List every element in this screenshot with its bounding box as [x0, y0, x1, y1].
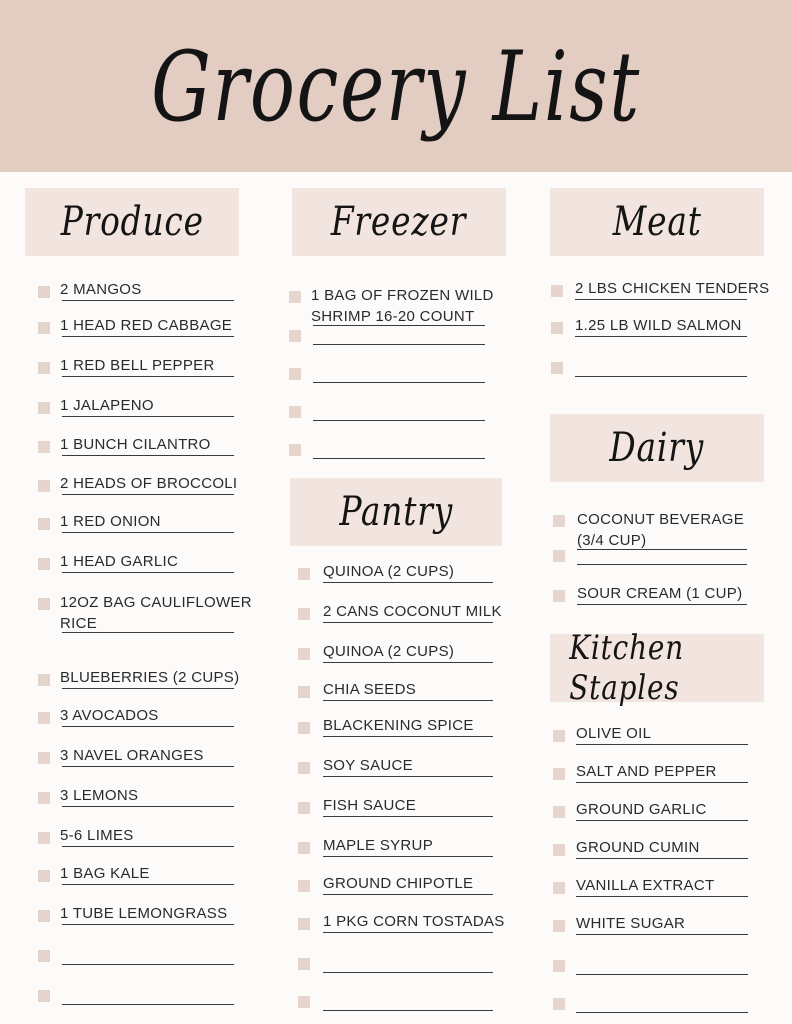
list-item: [298, 681, 503, 710]
item-label: 2 CANS COCONUT MILK: [323, 603, 502, 620]
list-item: [553, 960, 758, 984]
checkbox[interactable]: [553, 960, 565, 972]
write-in-line: [313, 344, 485, 345]
checkbox[interactable]: [38, 910, 50, 922]
checkbox[interactable]: [38, 752, 50, 764]
item-label: 2 HEADS OF BROCCOLI: [60, 475, 238, 492]
write-in-line: [323, 816, 493, 817]
checkbox[interactable]: [38, 674, 50, 686]
list-item: [38, 281, 244, 310]
write-in-line: [313, 420, 485, 421]
freezer-title: Freezer: [331, 199, 467, 245]
page-title: Grocery List: [151, 31, 641, 143]
item-label: GROUND CUMIN: [576, 839, 700, 856]
write-in-line: [62, 632, 234, 633]
list-item: [289, 368, 495, 392]
checkbox[interactable]: [289, 330, 301, 342]
item-label: GROUND CHIPOTLE: [323, 875, 474, 892]
item-label: 1 HEAD GARLIC: [60, 553, 179, 570]
list-item: [551, 317, 757, 346]
list-item: [38, 990, 244, 1014]
list-item: [298, 643, 503, 672]
item-label: 1 BAG KALE: [60, 865, 150, 882]
list-item: [38, 594, 252, 632]
checkbox[interactable]: [38, 598, 50, 610]
checkbox[interactable]: [38, 362, 50, 374]
item-label: 1 TUBE LEMONGRASS: [60, 905, 228, 922]
list-item: [298, 875, 503, 904]
item-label: 12OZ BAG CAULIFLOWER RICE: [60, 594, 252, 632]
write-in-line: [62, 924, 234, 925]
checkbox[interactable]: [553, 768, 565, 780]
item-label: 5-6 LIMES: [60, 827, 134, 844]
write-in-line: [62, 846, 234, 847]
checkbox[interactable]: [298, 996, 310, 1008]
write-in-line: [323, 622, 493, 623]
list-item: [298, 958, 503, 982]
write-in-line: [62, 766, 234, 767]
item-label: SOUR CREAM (1 CUP): [577, 585, 743, 602]
checkbox[interactable]: [38, 402, 50, 414]
write-in-line: [323, 662, 493, 663]
list-item: [289, 406, 495, 430]
checkbox[interactable]: [289, 444, 301, 456]
item-label: WHITE SUGAR: [576, 915, 686, 932]
checkbox[interactable]: [38, 990, 50, 1002]
write-in-line: [62, 300, 234, 301]
list-item: [553, 511, 757, 549]
write-in-line: [62, 964, 234, 965]
list-item: [298, 837, 503, 866]
write-in-line: [62, 806, 234, 807]
list-item: [38, 357, 244, 386]
write-in-line: [575, 376, 747, 377]
checkbox[interactable]: [298, 608, 310, 620]
item-label: 1.25 LB WILD SALMON: [575, 317, 742, 334]
list-item: [289, 444, 495, 468]
write-in-line: [62, 336, 234, 337]
list-item: [551, 280, 770, 309]
item-label: BLACKENING SPICE: [323, 717, 474, 734]
list-item: [298, 603, 503, 632]
item-label: CHIA SEEDS: [323, 681, 417, 698]
item-label: 1 PKG CORN TOSTADAS: [323, 913, 505, 930]
checkbox[interactable]: [551, 362, 563, 374]
checkbox[interactable]: [553, 550, 565, 562]
checkbox[interactable]: [298, 568, 310, 580]
checkbox[interactable]: [38, 480, 50, 492]
write-in-line: [62, 1004, 234, 1005]
item-label: 1 RED BELL PEPPER: [60, 357, 215, 374]
checkbox[interactable]: [298, 762, 310, 774]
list-item: [38, 747, 244, 776]
item-label: 2 MANGOS: [60, 281, 142, 298]
item-label: 3 LEMONS: [60, 787, 139, 804]
list-item: [553, 801, 758, 830]
checkbox[interactable]: [553, 590, 565, 602]
item-label: QUINOA (2 CUPS): [323, 563, 455, 580]
list-item: [298, 913, 505, 942]
list-item: [38, 436, 244, 465]
item-label: 1 BAG OF FROZEN WILD SHRIMP 16-20 COUNT: [311, 287, 494, 325]
write-in-line: [577, 564, 747, 565]
list-item: [553, 839, 758, 868]
produce-title: Produce: [60, 199, 204, 245]
item-label: 3 NAVEL ORANGES: [60, 747, 204, 764]
checkbox[interactable]: [38, 286, 50, 298]
checkbox[interactable]: [298, 722, 310, 734]
write-in-line: [323, 582, 493, 583]
list-item: [553, 763, 758, 792]
kitchen-staples-title: Kitchen Staples: [569, 628, 684, 708]
write-in-line: [576, 820, 748, 821]
meat-title: Meat: [612, 199, 702, 245]
write-in-line: [323, 972, 493, 973]
checkbox[interactable]: [553, 882, 565, 894]
write-in-line: [577, 604, 747, 605]
write-in-line: [323, 894, 493, 895]
checkbox[interactable]: [38, 322, 50, 334]
list-item: [38, 950, 244, 974]
list-item: [38, 513, 244, 542]
item-label: 1 HEAD RED CABBAGE: [60, 317, 233, 334]
list-item: [38, 669, 244, 698]
list-item: [298, 996, 503, 1020]
checkbox[interactable]: [298, 802, 310, 814]
item-label: 3 AVOCADOS: [60, 707, 159, 724]
write-in-line: [313, 382, 485, 383]
item-label: QUINOA (2 CUPS): [323, 643, 455, 660]
list-item: [553, 585, 757, 614]
write-in-line: [323, 1010, 493, 1011]
write-in-line: [576, 1012, 748, 1013]
write-in-line: [323, 856, 493, 857]
item-label: COCONUT BEVERAGE (3/4 CUP): [577, 511, 745, 549]
item-label: VANILLA EXTRACT: [576, 877, 715, 894]
write-in-line: [576, 896, 748, 897]
kitchen-staples-header: [550, 628, 764, 708]
dairy-header: [550, 414, 764, 482]
list-item: [553, 725, 758, 754]
list-item: [298, 717, 503, 746]
meat-header: [550, 188, 764, 256]
checkbox[interactable]: [38, 558, 50, 570]
write-in-line: [62, 884, 234, 885]
list-item: [38, 397, 244, 426]
item-label: 1 JALAPENO: [60, 397, 154, 414]
list-item: [289, 330, 495, 354]
checkbox[interactable]: [553, 730, 565, 742]
checkbox[interactable]: [298, 880, 310, 892]
write-in-line: [576, 782, 748, 783]
list-item: [553, 915, 758, 944]
item-label: 2 LBS CHICKEN TENDERS: [575, 280, 770, 297]
list-item: [38, 827, 244, 856]
list-item: [38, 787, 244, 816]
item-label: SALT AND PEPPER: [576, 763, 717, 780]
write-in-line: [313, 325, 485, 326]
list-item: [38, 317, 244, 346]
checkbox[interactable]: [38, 832, 50, 844]
checkbox[interactable]: [38, 441, 50, 453]
write-in-line: [62, 376, 234, 377]
item-label: 1 BUNCH CILANTRO: [60, 436, 211, 453]
checkbox[interactable]: [298, 842, 310, 854]
checkbox[interactable]: [38, 870, 50, 882]
list-item: [553, 998, 758, 1022]
list-item: [38, 553, 244, 582]
checkbox[interactable]: [298, 686, 310, 698]
checkbox[interactable]: [298, 958, 310, 970]
write-in-line: [62, 688, 234, 689]
produce-header: [25, 188, 239, 256]
checkbox[interactable]: [289, 406, 301, 418]
checkbox[interactable]: [553, 998, 565, 1010]
write-in-line: [576, 744, 748, 745]
item-label: OLIVE OIL: [576, 725, 652, 742]
checkbox[interactable]: [38, 950, 50, 962]
pantry-title: Pantry: [339, 489, 453, 535]
list-item: [38, 865, 244, 894]
write-in-line: [576, 858, 748, 859]
item-label: BLUEBERRIES (2 CUPS): [60, 669, 240, 686]
write-in-line: [575, 336, 747, 337]
write-in-line: [323, 776, 493, 777]
checkbox[interactable]: [38, 792, 50, 804]
list-item: [551, 362, 757, 386]
write-in-line: [575, 299, 747, 300]
checkbox[interactable]: [289, 368, 301, 380]
checkbox[interactable]: [553, 806, 565, 818]
checkbox[interactable]: [38, 518, 50, 530]
list-item: [298, 757, 503, 786]
checkbox[interactable]: [298, 648, 310, 660]
item-label: FISH SAUCE: [323, 797, 417, 814]
checkbox[interactable]: [289, 291, 301, 303]
item-label: GROUND GARLIC: [576, 801, 707, 818]
list-item: [38, 707, 244, 736]
pantry-header: [290, 478, 502, 546]
write-in-line: [576, 974, 748, 975]
checkbox[interactable]: [553, 844, 565, 856]
list-item: [298, 563, 503, 592]
checkbox[interactable]: [553, 515, 565, 527]
freezer-header: [292, 188, 506, 256]
write-in-line: [323, 700, 493, 701]
write-in-line: [62, 455, 234, 456]
list-item: [553, 877, 758, 906]
write-in-line: [62, 416, 234, 417]
item-label: MAPLE SYRUP: [323, 837, 433, 854]
list-item: [38, 905, 244, 934]
checkbox[interactable]: [551, 322, 563, 334]
list-item: [298, 797, 503, 826]
list-item: [38, 475, 244, 504]
write-in-line: [62, 532, 234, 533]
write-in-line: [313, 458, 485, 459]
write-in-line: [576, 934, 748, 935]
write-in-line: [62, 494, 234, 495]
list-item: [553, 550, 757, 574]
checkbox[interactable]: [298, 918, 310, 930]
dairy-title: Dairy: [609, 425, 705, 471]
write-in-line: [323, 932, 493, 933]
checkbox[interactable]: [553, 920, 565, 932]
list-item: [289, 287, 495, 325]
item-label: SOY SAUCE: [323, 757, 413, 774]
item-label: 1 RED ONION: [60, 513, 161, 530]
write-in-line: [62, 572, 234, 573]
write-in-line: [323, 736, 493, 737]
checkbox[interactable]: [38, 712, 50, 724]
write-in-line: [62, 726, 234, 727]
checkbox[interactable]: [551, 285, 563, 297]
